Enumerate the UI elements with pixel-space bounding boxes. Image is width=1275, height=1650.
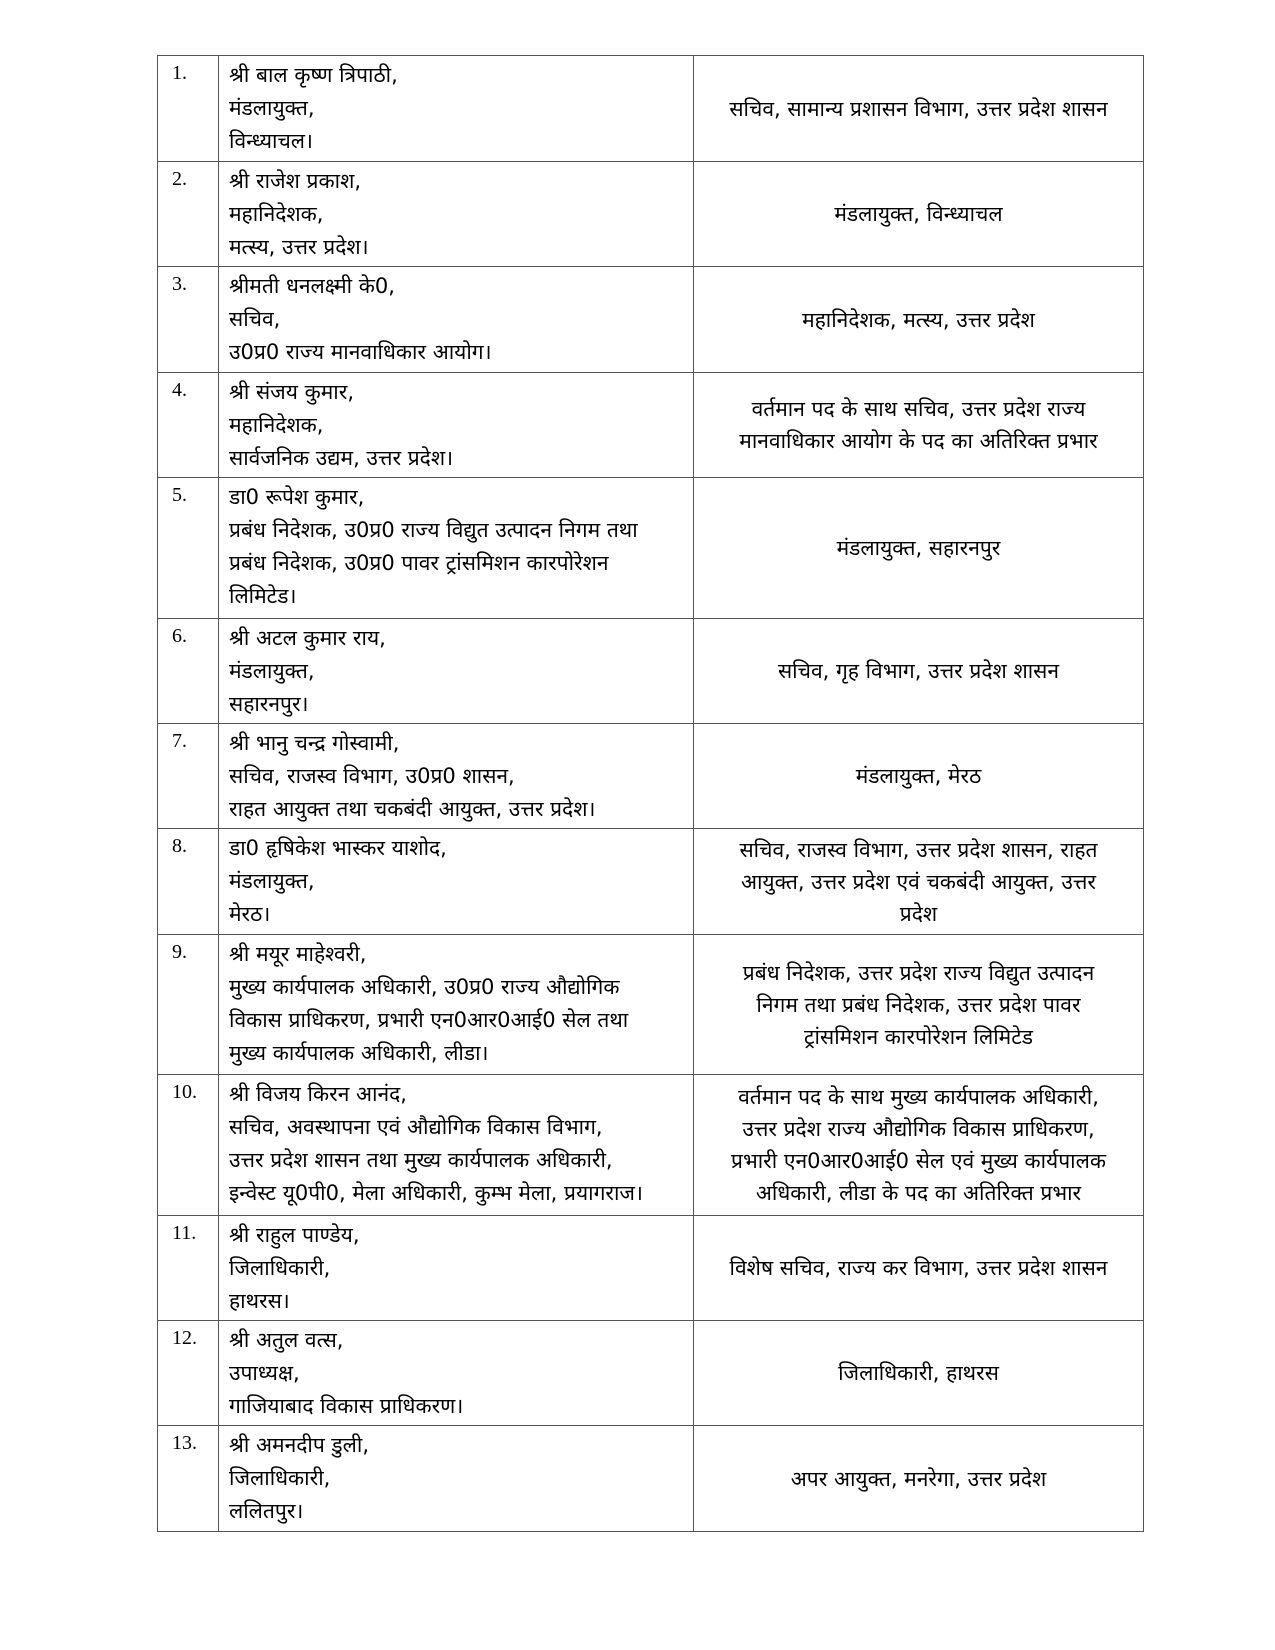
officer-line: मंडलायुक्त,	[229, 96, 315, 120]
officer-line: मंडलायुक्त,	[229, 869, 315, 893]
officer-line: श्री विजय किरन आनंद,	[229, 1082, 407, 1106]
officer-line: जिलाधिकारी,	[229, 1466, 331, 1490]
officer-line: श्री अटल कुमार राय,	[229, 626, 386, 650]
serial-number-cell: 8.	[158, 829, 219, 935]
posting-line: सचिव, राजस्व विभाग, उत्तर प्रदेश शासन, राहत	[739, 837, 1098, 862]
officer-line: सचिव, राजस्व विभाग, उ0प्र0 शासन,	[229, 764, 515, 788]
new-posting-cell	[694, 56, 1144, 162]
officer-line: मंडलायुक्त,	[229, 659, 315, 683]
officer-line: प्रबंध निदेशक, उ0प्र0 पावर ट्रांसमिशन कारपोरेशन	[229, 551, 609, 575]
new-posting-cell	[694, 1321, 1144, 1426]
posting-line: अपर आयुक्त, मनरेगा, उत्तर प्रदेश	[790, 1466, 1047, 1491]
transfer-table	[157, 55, 1144, 1532]
officer-line: इन्वेस्ट यू0पी0, मेला अधिकारी, कुम्भ मेला, प्रयागराज।	[229, 1181, 643, 1205]
posting-line: वर्तमान पद के साथ मुख्य कार्यपालक अधिकारी,	[738, 1085, 1099, 1109]
officer-details-cell	[219, 1321, 694, 1426]
officer-line: श्री मयूर माहेश्वरी,	[229, 942, 367, 966]
officer-details-cell	[219, 1075, 694, 1216]
new-posting-cell	[694, 1075, 1144, 1216]
new-posting-cell	[694, 1426, 1144, 1532]
posting-line: प्रभारी एन0आर0आई0 सेल एवं मुख्य कार्यपालक	[731, 1149, 1106, 1173]
table-row	[158, 56, 1144, 162]
posting-line: मंडलायुक्त, विन्ध्याचल	[834, 202, 1003, 226]
officer-line: सचिव, अवस्थापना एवं औद्योगिक विकास विभाग,	[229, 1115, 603, 1139]
officer-line: श्री अतुल वत्स,	[229, 1328, 344, 1352]
table-row	[158, 1216, 1144, 1321]
officer-line: ललितपुर।	[229, 1499, 304, 1523]
serial-number-cell: 6.	[158, 619, 219, 724]
table-row	[158, 162, 1144, 267]
table-row	[158, 1321, 1144, 1426]
officer-details-cell	[219, 829, 694, 935]
officer-details-cell	[219, 1426, 694, 1532]
posting-line: प्रदेश	[899, 901, 938, 926]
new-posting-cell	[694, 829, 1144, 935]
posting-line: जिलाधिकारी, हाथरस	[838, 1361, 999, 1385]
serial-number-cell: 1.	[158, 56, 219, 162]
officer-line: मेरठ।	[229, 902, 271, 926]
new-posting-cell	[694, 478, 1144, 619]
officer-line: उ0प्र0 राज्य मानवाधिकार आयोग।	[229, 340, 492, 364]
officer-line: उपाध्यक्ष,	[229, 1361, 300, 1385]
posting-line: वर्तमान पद के साथ सचिव, उत्तर प्रदेश राज्य	[751, 397, 1086, 421]
officer-line: विन्ध्याचल।	[229, 129, 313, 153]
serial-number-cell: 4.	[158, 373, 219, 478]
new-posting-cell	[694, 267, 1144, 373]
officer-line: गाजियाबाद विकास प्राधिकरण।	[229, 1394, 464, 1418]
officer-line: श्री राजेश प्रकाश,	[229, 169, 362, 193]
officer-line: प्रबंध निदेशक, उ0प्र0 राज्य विद्युत उत्पादन निगम तथा	[229, 518, 638, 542]
serial-number-cell: 11.	[158, 1216, 219, 1321]
table-row	[158, 935, 1144, 1075]
officer-line: लिमिटेड।	[229, 584, 297, 608]
posting-line: सचिव, सामान्य प्रशासन विभाग, उत्तर प्रदेश शासन	[729, 96, 1108, 121]
officer-line: श्री राहुल पाण्डेय,	[229, 1223, 360, 1247]
serial-number-cell: 10.	[158, 1075, 219, 1216]
new-posting-cell	[694, 1216, 1144, 1321]
officer-line: सचिव,	[229, 307, 281, 331]
new-posting-cell	[694, 724, 1144, 829]
posting-line: मानवाधिकार आयोग के पद का अतिरिक्त प्रभार	[739, 429, 1098, 453]
table-row	[158, 478, 1144, 619]
posting-line: मंडलायुक्त, सहारनपुर	[836, 536, 1001, 560]
posting-line: महानिदेशक, मत्स्य, उत्तर प्रदेश	[802, 307, 1035, 332]
officer-details-cell	[219, 1216, 694, 1321]
serial-number-cell: 7.	[158, 724, 219, 829]
officer-line: श्री अमनदीप डुली,	[229, 1433, 370, 1457]
serial-number-cell: 9.	[158, 935, 219, 1075]
posting-line: अधिकारी, लीडा के पद का अतिरिक्त प्रभार	[755, 1181, 1082, 1205]
serial-number-cell: 5.	[158, 478, 219, 619]
officer-details-cell	[219, 267, 694, 373]
serial-number-cell: 2.	[158, 162, 219, 267]
officer-line: महानिदेशक,	[229, 202, 324, 226]
table-row	[158, 267, 1144, 373]
serial-number-cell: 3.	[158, 267, 219, 373]
officer-line: मुख्य कार्यपालक अधिकारी, लीडा।	[229, 1041, 489, 1065]
officer-details-cell	[219, 619, 694, 724]
posting-line: निगम तथा प्रबंध निदेशक, उत्तर प्रदेश पावर	[756, 992, 1081, 1017]
officer-line: डा0 हृषिकेश भास्कर याशोद,	[229, 836, 447, 860]
new-posting-cell	[694, 619, 1144, 724]
officer-line: श्री बाल कृष्ण त्रिपाठी,	[229, 63, 398, 87]
posting-line: सचिव, गृह विभाग, उत्तर प्रदेश शासन	[777, 659, 1060, 683]
officer-line: सहारनपुर।	[229, 692, 309, 716]
table-row	[158, 1426, 1144, 1532]
officer-line: श्री भानु चन्द्र गोस्वामी,	[229, 731, 400, 755]
officer-line: जिलाधिकारी,	[229, 1256, 331, 1280]
officer-line: डा0 रूपेश कुमार,	[229, 485, 365, 509]
posting-line: मंडलायुक्त, मेरठ	[855, 764, 982, 788]
new-posting-cell	[694, 162, 1144, 267]
table-row	[158, 373, 1144, 478]
officer-details-cell	[219, 56, 694, 162]
serial-number-cell: 12.	[158, 1321, 219, 1426]
officer-line: मुख्य कार्यपालक अधिकारी, उ0प्र0 राज्य औद्योगिक	[229, 975, 620, 999]
officer-line: सार्वजनिक उद्यम, उत्तर प्रदेश।	[229, 446, 454, 470]
officer-line: श्रीमती धनलक्ष्मी के0,	[229, 274, 395, 298]
officer-details-cell	[219, 935, 694, 1075]
officer-details-cell	[219, 162, 694, 267]
officer-line: राहत आयुक्त तथा चकबंदी आयुक्त, उत्तर प्रदेश।	[229, 797, 596, 821]
new-posting-cell	[694, 935, 1144, 1075]
table-row	[158, 1075, 1144, 1216]
posting-line: ट्रांसमिशन कारपोरेशन लिमिटेड	[803, 1024, 1034, 1049]
officer-line: विकास प्राधिकरण, प्रभारी एन0आर0आई0 सेल तथा	[229, 1008, 629, 1032]
table-row	[158, 619, 1144, 724]
serial-number-cell: 13.	[158, 1426, 219, 1532]
posting-line: विशेष सचिव, राज्य कर विभाग, उत्तर प्रदेश शासन	[729, 1256, 1108, 1280]
table-row	[158, 829, 1144, 935]
officer-details-cell	[219, 478, 694, 619]
officer-details-cell	[219, 724, 694, 829]
officer-details-cell	[219, 373, 694, 478]
posting-line: उत्तर प्रदेश राज्य औद्योगिक विकास प्राधिकरण,	[742, 1117, 1095, 1141]
posting-line: आयुक्त, उत्तर प्रदेश एवं चकबंदी आयुक्त, उत्तर	[740, 869, 1097, 894]
officer-line: श्री संजय कुमार,	[229, 380, 355, 404]
officer-line: मत्स्य, उत्तर प्रदेश।	[229, 235, 369, 259]
posting-line: प्रबंध निदेशक, उत्तर प्रदेश राज्य विद्युत उत्पादन	[742, 960, 1095, 985]
table-body	[158, 56, 1144, 1532]
officer-line: उत्तर प्रदेश शासन तथा मुख्य कार्यपालक अधिकारी,	[229, 1148, 613, 1172]
officer-line: महानिदेशक,	[229, 413, 324, 437]
officer-line: हाथरस।	[229, 1289, 290, 1313]
new-posting-cell	[694, 373, 1144, 478]
table-row	[158, 724, 1144, 829]
